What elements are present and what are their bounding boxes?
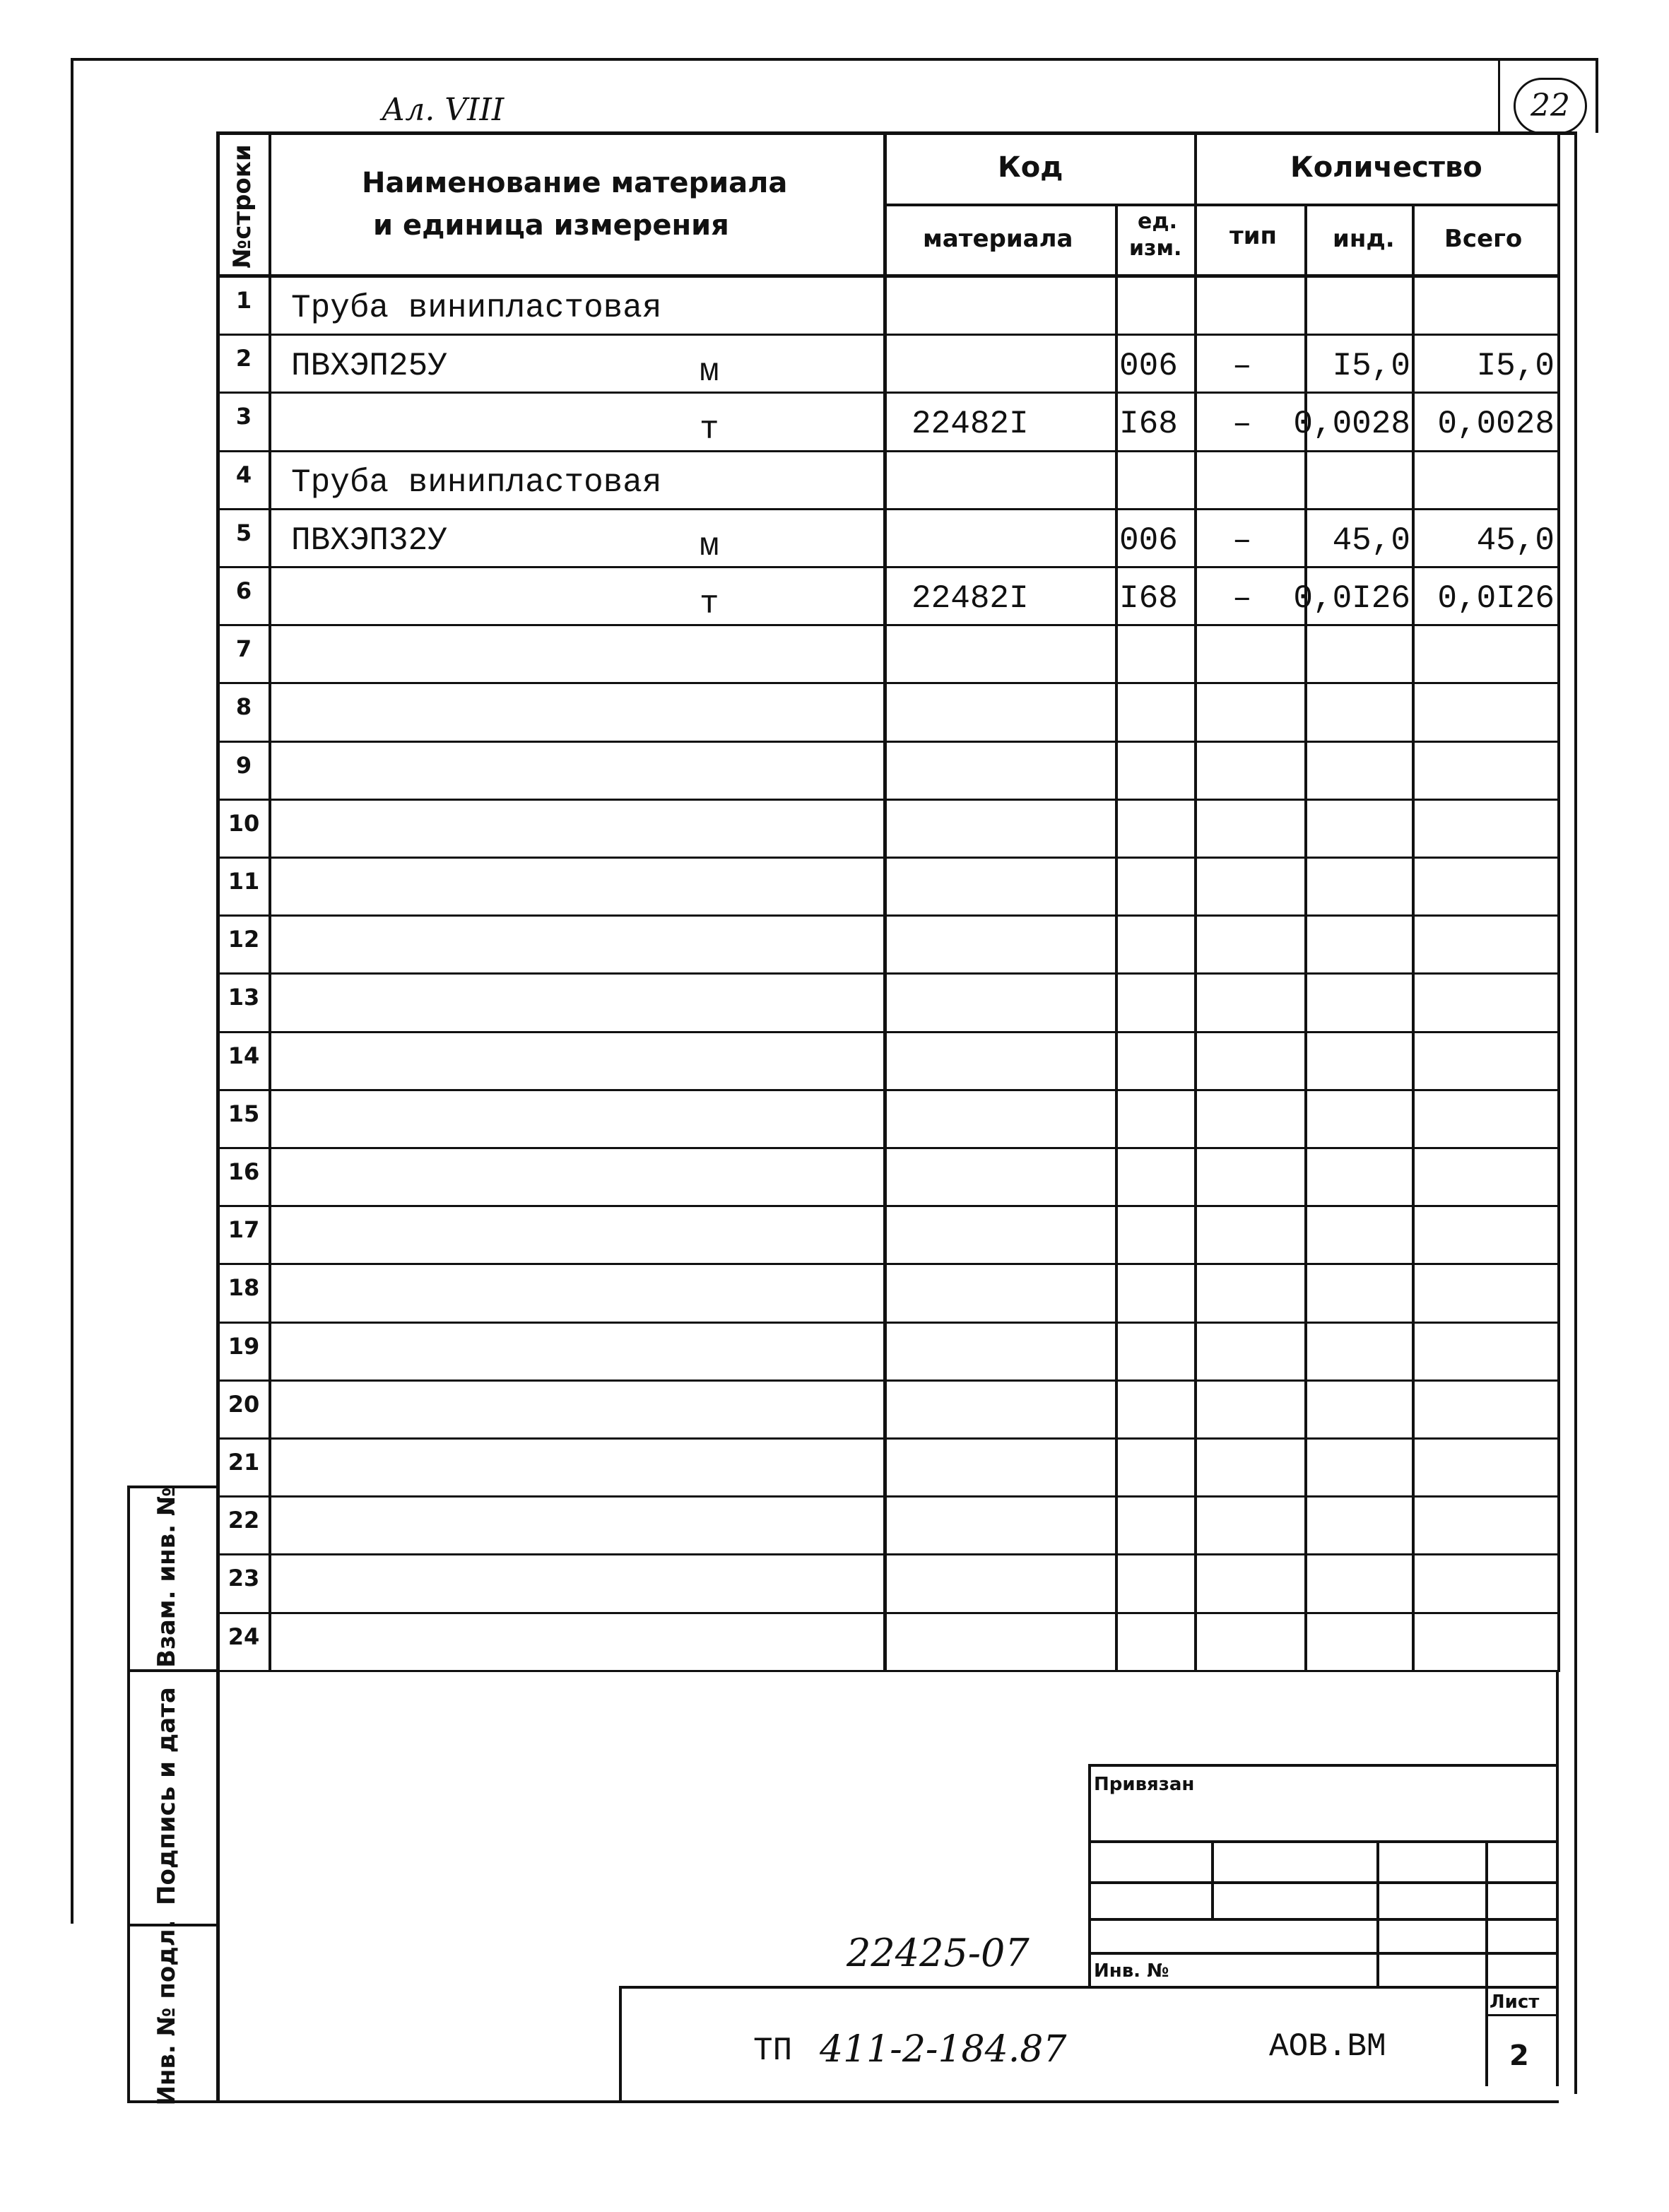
stamp-row4 [1088,1952,1559,1955]
row-number: 9 [235,751,252,779]
row-type: – [1232,348,1252,385]
header-material: материала [923,225,1073,253]
row-line [216,624,1560,626]
row-number: 6 [235,577,252,604]
frame-top [71,58,1598,61]
row-number: 11 [228,868,260,895]
stamp-v3 [1485,1840,1488,2086]
page-mark: 22 [1514,78,1587,134]
stamp-tp-prefix: ТП [753,2032,793,2069]
row-line [216,1670,1560,1672]
stamp-handwritten-number: 22425-07 [847,1931,1030,1975]
row-number: 12 [228,926,260,953]
row-line [216,566,1560,568]
vline-ind [1412,205,1415,1672]
side-col-left [127,1486,130,2103]
stamp-row3 [1088,1918,1559,1921]
row-unit: м [700,353,719,391]
row-name: ПВХЭП32У [291,522,447,559]
stamp-tp-number: 411-2-184.87 [820,2028,1067,2071]
row-type: – [1232,580,1252,617]
side-vzam: Взам. инв. № [153,1487,181,1668]
stamp-list-label: Лист [1490,1992,1540,2013]
stamp-main-bottom [216,2100,1559,2103]
header-total: Всего [1444,225,1523,253]
row-number: 15 [228,1100,260,1127]
header-unit-2: изм. [1129,236,1182,261]
row-total: 0,0I26 [1437,580,1555,617]
row-number: 8 [235,693,252,721]
vline-unit [1194,131,1197,1672]
frame-right-inner [1574,133,1577,2094]
row-line [216,450,1560,452]
row-name: ПВХЭП25У [291,348,447,385]
row-type: – [1232,522,1252,559]
row-total: I5,0 [1476,348,1555,385]
stamp-row2 [1088,1881,1559,1884]
stamp-inv-no: Инв. № [1094,1960,1169,1982]
vline-no [269,131,271,1672]
stamp-v1 [1211,1840,1214,1921]
header-name-line2: и единица измерения [373,209,729,242]
hline-header-bottom [216,274,1560,278]
header-row-number: №строки [228,144,256,269]
header-code: Код [998,151,1063,184]
row-number: 13 [228,984,260,1011]
row-line [216,972,1560,975]
stamp-row1 [1088,1840,1559,1843]
row-unit-code: 006 [1119,348,1178,385]
header-name-line1: Наименование материала [362,167,788,199]
row-ind: 45,0 [1332,522,1410,559]
row-number: 2 [235,345,252,372]
row-line [216,799,1560,801]
row-code: 22482I [912,406,1029,443]
row-line [216,1031,1560,1033]
row-number: 24 [228,1623,260,1650]
row-line [216,857,1560,859]
row-number: 5 [235,519,252,546]
row-ind: 0,0I26 [1293,580,1410,617]
row-total: 45,0 [1476,522,1555,559]
side-inv-podl: Инв. № подл. [153,1919,181,2106]
row-number: 18 [228,1274,260,1302]
stamp-right [1556,1672,1559,2086]
row-number: 17 [228,1216,260,1244]
row-number: 19 [228,1332,260,1360]
row-unit-code: I68 [1119,406,1178,443]
header-quantity: Количество [1290,151,1482,184]
hline-header-mid [883,204,1560,206]
table-top [216,131,1577,135]
row-number: 16 [228,1158,260,1185]
header-ind: инд. [1333,225,1395,253]
row-unit: м [700,527,719,565]
side-podpis: Подпись и дата [153,1687,181,1905]
row-line [216,1379,1560,1382]
album-mark: Ал. VIII [382,92,505,128]
vline-name [883,131,887,1672]
row-total: 0,0028 [1437,406,1555,443]
row-number: 10 [228,809,260,837]
row-number: 14 [228,1042,260,1069]
side-sep-1 [127,1669,216,1672]
row-line [216,508,1560,510]
stamp-list-line [1485,2014,1559,2016]
header-unit-1: ед. [1138,209,1177,234]
row-line [216,392,1560,394]
page-mark-box-left [1498,61,1500,133]
row-line [216,1495,1560,1498]
vline-code [1115,205,1118,1672]
row-line [216,1263,1560,1265]
row-unit: т [700,586,719,623]
row-line [216,741,1560,743]
row-line [216,334,1560,336]
frame-left [71,58,73,1924]
row-number: 3 [235,403,252,430]
vline-total [1557,131,1560,1672]
stamp-main-left [619,1986,622,2103]
row-type: – [1232,406,1252,443]
row-number: 20 [228,1390,260,1418]
row-line [216,1089,1560,1091]
frame-right [1596,58,1598,133]
row-unit-code: 006 [1119,522,1178,559]
row-number: 21 [228,1449,260,1476]
row-line [216,1612,1560,1614]
row-name: Труба винипластовая [291,464,662,501]
row-line [216,1322,1560,1324]
row-line [216,1553,1560,1555]
stamp-doc-code: АОВ.ВМ [1269,2028,1386,2065]
row-ind: I5,0 [1332,348,1410,385]
row-line [216,682,1560,684]
stamp-privyazan-top [1088,1764,1559,1767]
stamp-privyazan: Привязан [1094,1774,1195,1795]
header-type: тип [1229,222,1278,250]
row-unit-code: I68 [1119,580,1178,617]
row-number: 23 [228,1565,260,1592]
row-line [216,1147,1560,1149]
row-line [216,914,1560,917]
row-name: Труба винипластовая [291,290,662,326]
row-ind: 0,0028 [1293,406,1410,443]
row-number: 7 [235,635,252,663]
row-line [216,1205,1560,1207]
row-line [216,1437,1560,1440]
row-number: 1 [235,287,252,314]
row-code: 22482I [912,580,1029,617]
row-number: 4 [235,461,252,488]
stamp-main-top [619,1986,1559,1989]
row-number: 22 [228,1507,260,1534]
row-unit: т [700,411,719,449]
stamp-list-no: 2 [1509,2040,1529,2072]
stamp-v2 [1376,1840,1379,1987]
